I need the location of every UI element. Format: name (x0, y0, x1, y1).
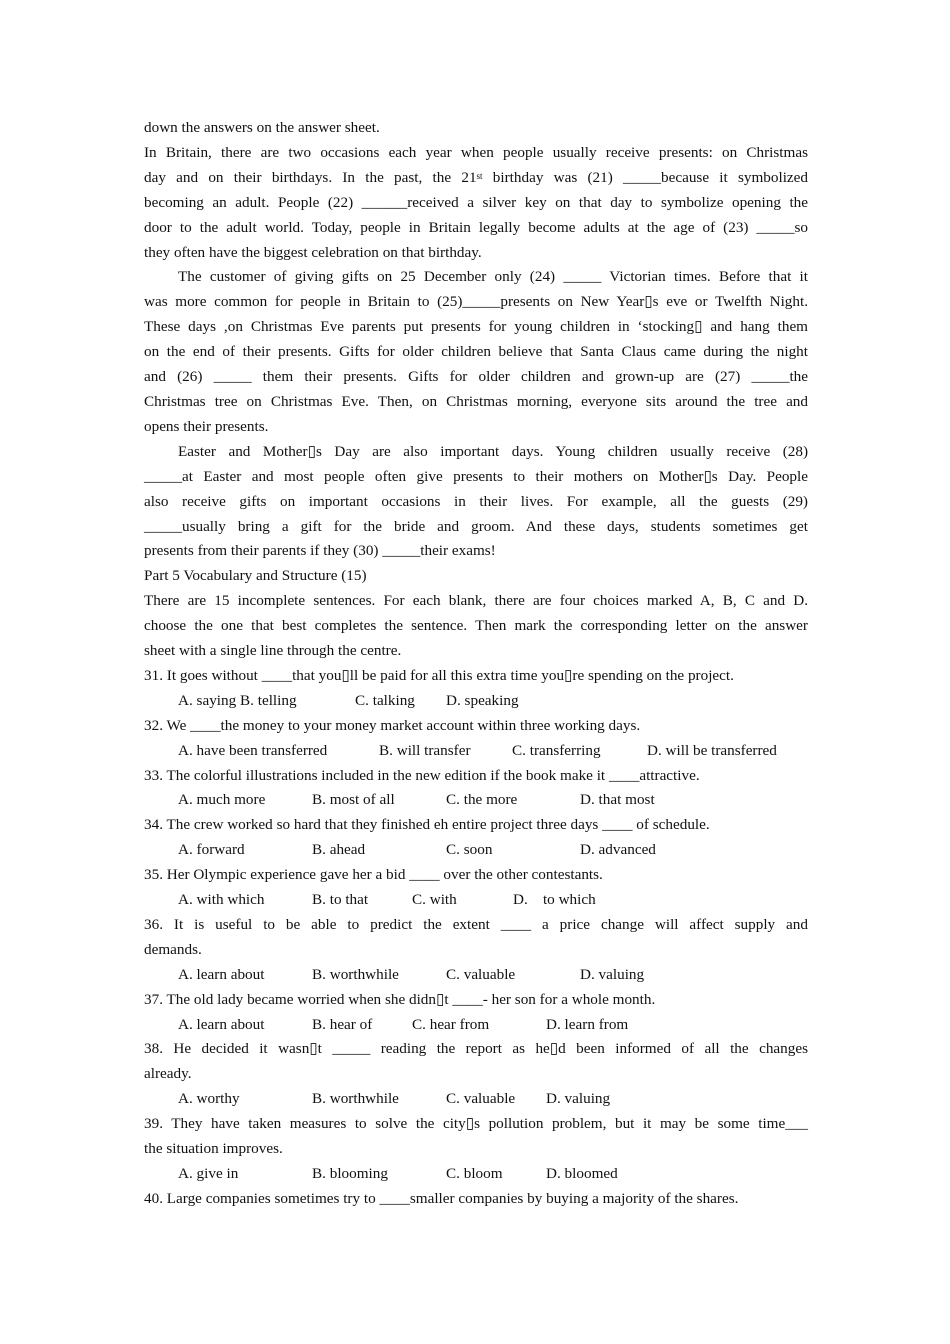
option-c: C. hear from (412, 1015, 490, 1033)
option-c: C. transferring (512, 741, 601, 759)
option-c: C. with (412, 891, 457, 909)
option-d: D. bloomed (546, 1164, 618, 1182)
passage-line: _____usually bring a gift for the bride and groom. And these days, students sometimes get (144, 517, 808, 535)
option-c: C. valuable (446, 1090, 516, 1108)
question-31 (144, 664, 808, 714)
question-stem: 33. The colorful illustrations included in the new edition if the book make it ____attractive. (144, 766, 700, 784)
passage-line: opens their presents. (144, 417, 269, 435)
passage-line: and (26) _____ them their presents. Gifts for older children and grown-up are (27) _____the (144, 368, 808, 386)
passage-line: on the end of their presents. Gifts for older children believe that Santa Claus came during the night (144, 343, 808, 361)
question-stem-continued: the situation improves. (144, 1140, 283, 1158)
option-b: B. will transfer (379, 741, 471, 759)
question-stem: 35. Her Olympic experience gave her a bid ____ over the other contestants. (144, 866, 603, 884)
section-title: Part 5 Vocabulary and Structure (15) (144, 567, 367, 585)
question-stem-continued: already. (144, 1065, 192, 1083)
instruction-line: choose the one that best completes the sentence. Then mark the corresponding letter on the answer (144, 617, 808, 635)
option-c: C. talking (355, 691, 415, 709)
option-b: B. ahead (312, 841, 366, 859)
intro-line: down the answers on the answer sheet. (144, 119, 380, 136)
question-stem: 38. He decided it wasn▯t _____ reading the report as he▯d been informed of all the changes (144, 1040, 808, 1058)
option-row (144, 1013, 808, 1038)
option-d: D. that most (580, 791, 655, 809)
instruction-line: sheet with a single line through the centre. (144, 642, 402, 660)
passage-line: they often have the biggest celebration on that birthday. (144, 243, 482, 261)
passage-line: Christmas tree on Christmas Eve. Then, on Christmas morning, everyone sits around the tree and (144, 392, 808, 410)
question-stem: 31. It goes without ____that you▯ll be paid for all this extra time you▯re spending on the project. (144, 666, 734, 684)
option-b: B. hear of (312, 1015, 373, 1033)
option-c: C. valuable (446, 965, 516, 983)
option-a: A. with which (178, 891, 265, 909)
option-b: B. worthwhile (312, 1090, 399, 1108)
passage-line: door to the adult world. Today, people in Britain legally become adults at the age of (23) _____so (144, 218, 808, 236)
question-stem: 34. The crew worked so hard that they finished eh entire project three days ____ of schedule. (144, 816, 710, 834)
passage-paragraph-2 (144, 265, 808, 439)
question-38 (144, 1037, 808, 1112)
question-stem: 39. They have taken measures to solve the city▯s pollution problem, but it may be some time___ (144, 1115, 808, 1133)
question-39 (144, 1112, 808, 1187)
passage-line: Easter and Mother▯s Day are also important days. Young children usually receive (28) (178, 442, 808, 460)
passage-line: also receive gifts on important occasions in their lives. For example, all the guests (29) (144, 492, 808, 510)
option-d: D. to which (513, 891, 596, 909)
option-row (144, 689, 808, 714)
question-40 (144, 1187, 808, 1212)
passage-text: day and on their birthdays. In the past, the 21 (144, 168, 477, 186)
passage-line: presents from their parents if they (30) _____their exams! (144, 542, 496, 560)
option-a: A. give in (178, 1164, 239, 1182)
question-32 (144, 714, 808, 764)
passage-line: becoming an adult. People (22) ______received a silver key on that day to symbolize opening the (144, 193, 808, 211)
question-stem: 32. We ____the money to your money market account within three working days. (144, 716, 641, 734)
option-row (144, 838, 808, 863)
passage-text: birthday was (21) _____because it symbolized (482, 168, 809, 186)
option-c: C. the more (446, 791, 518, 809)
option-b: B. to that (312, 891, 369, 909)
option-a: A. have been transferred (178, 741, 328, 759)
page-content (144, 116, 808, 1212)
question-34 (144, 813, 808, 863)
passage-line: The customer of giving gifts on 25 December only (24) _____ Victorian times. Before that it (178, 268, 808, 286)
option-a: A. learn about (178, 965, 265, 983)
option-d: D. will be transferred (647, 741, 777, 759)
passage-line: In Britain, there are two occasions each year when people usually receive presents: on Christmas (144, 143, 808, 161)
question-35 (144, 863, 808, 913)
option-b: B. worthwhile (312, 965, 399, 983)
option-a: A. worthy (178, 1090, 240, 1108)
option-b: B. blooming (312, 1164, 388, 1182)
option-row (144, 739, 808, 764)
option-d: D. speaking (446, 691, 519, 709)
option-a: A. forward (178, 841, 245, 859)
option-a: A. learn about (178, 1015, 265, 1033)
option-row (144, 1087, 808, 1112)
question-37 (144, 988, 808, 1038)
option-row (144, 1162, 808, 1187)
superscript-ordinal: st (476, 170, 483, 181)
passage-line: was more common for people in Britain to (25)_____presents on New Year▯s eve or Twelfth Night. (144, 293, 808, 311)
option-row (144, 888, 808, 913)
option-a: A. much more (178, 791, 266, 809)
question-stem-continued: demands. (144, 940, 202, 958)
question-33 (144, 764, 808, 814)
passage-paragraph-3 (144, 440, 808, 565)
option-d: D. valuing (546, 1090, 611, 1108)
question-stem: 37. The old lady became worried when she didn▯t ____- her son for a whole month. (144, 990, 656, 1008)
passage-line: _____at Easter and most people often give presents to their mothers on Mother▯s Day. People (144, 467, 808, 485)
section-instructions (144, 589, 808, 664)
passage-line (144, 166, 808, 191)
passage-line: These days ,on Christmas Eve parents put presents for young children in ‘stocking▯ and hang them (144, 318, 808, 336)
option-c: C. bloom (446, 1164, 503, 1182)
question-stem: 40. Large companies sometimes try to ____smaller companies by buying a majority of the shares. (144, 1189, 739, 1207)
option-a: A. saying B. telling (178, 691, 297, 709)
option-row (144, 788, 808, 813)
option-b: B. most of all (312, 791, 395, 809)
passage-paragraph-1 (144, 141, 808, 266)
option-c: C. soon (446, 841, 493, 859)
option-d: D. valuing (580, 965, 645, 983)
option-d: D. learn from (546, 1015, 629, 1033)
question-36 (144, 913, 808, 988)
instruction-line: There are 15 incomplete sentences. For each blank, there are four choices marked A, B, C and D. (144, 592, 808, 610)
option-row (144, 963, 808, 988)
option-d: D. advanced (580, 841, 656, 859)
question-stem: 36. It is useful to be able to predict the extent ____ a price change will affect supply and (144, 915, 808, 933)
